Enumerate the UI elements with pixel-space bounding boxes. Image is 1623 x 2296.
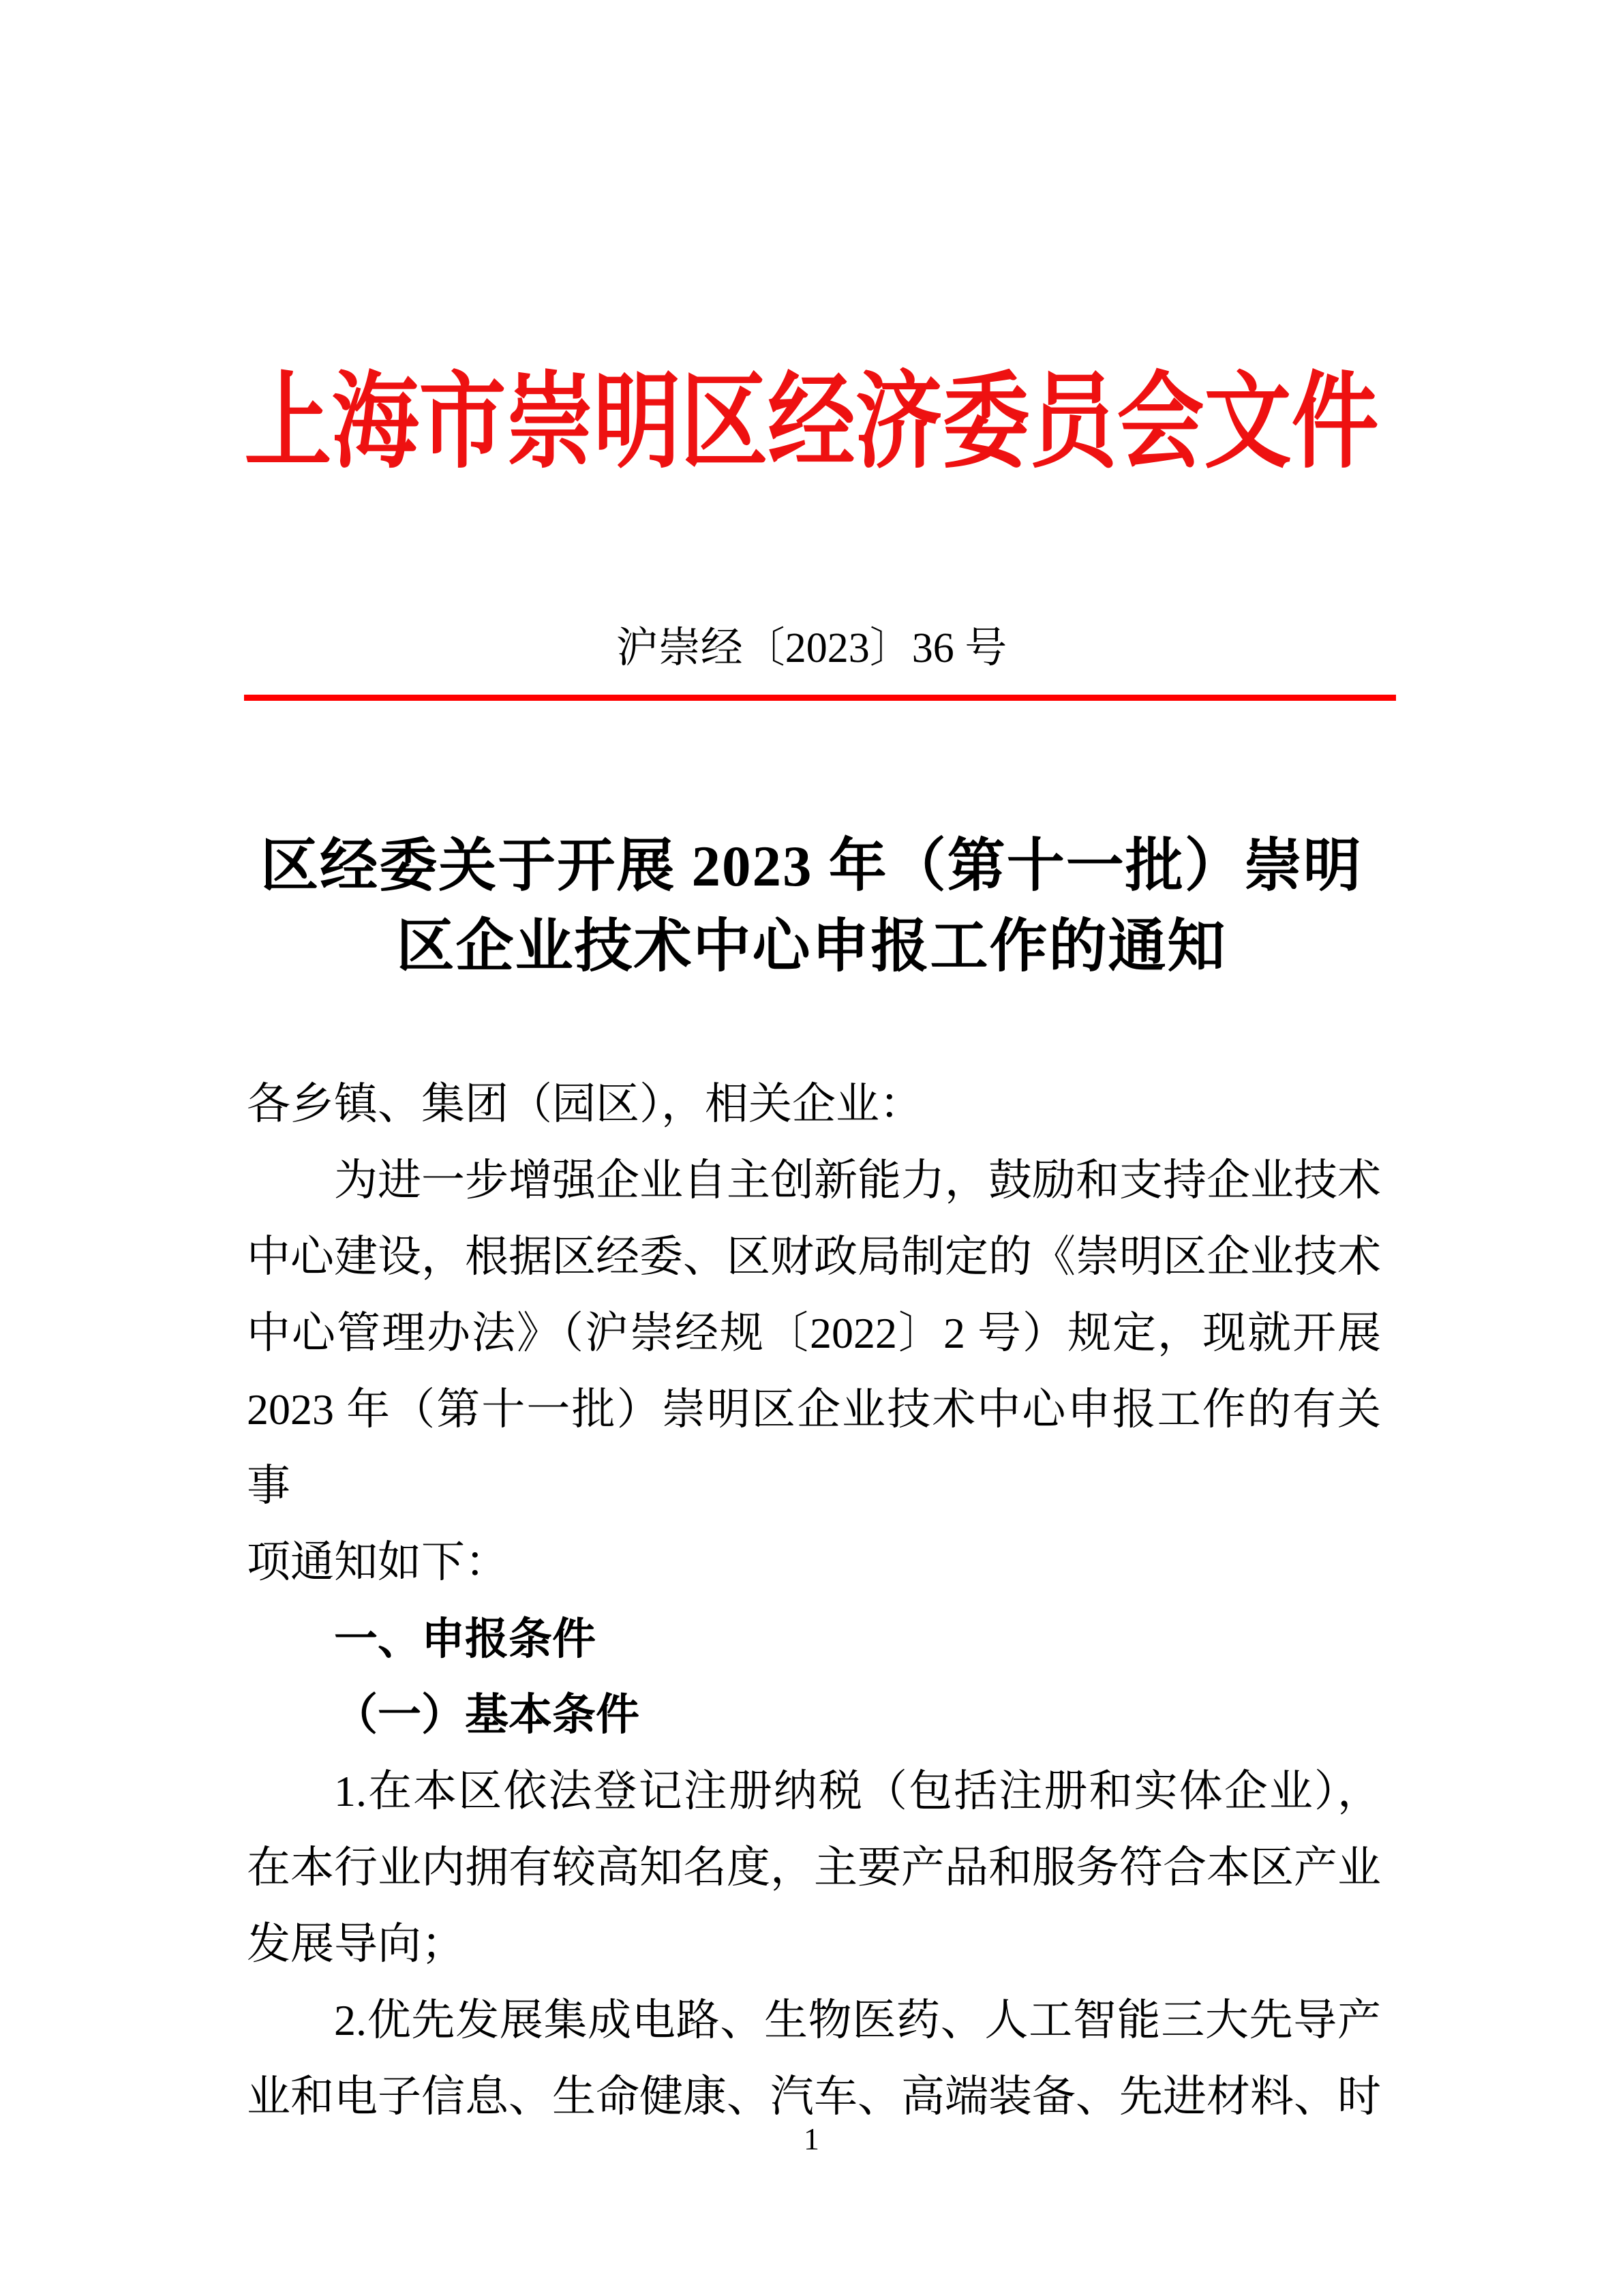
body-line: 项通知如下：	[247, 1538, 509, 1586]
body-line: 1.在本区依法登记注册纳税（包括注册和实体企业），	[334, 1767, 1381, 1815]
red-divider-line	[244, 695, 1396, 701]
document-body	[247, 1066, 1381, 2135]
document-title	[0, 826, 1623, 987]
body-line: 2023 年（第十一批）崇明区企业技术中心申报工作的有关事	[247, 1385, 1381, 1510]
subsection-heading: （一）基本条件	[334, 1691, 639, 1739]
salutation-line: 各乡镇、集团（园区），相关企业：	[247, 1080, 923, 1128]
red-header-title	[0, 364, 1623, 481]
body-line: 在本行业内拥有较高知名度，主要产品和服务符合本区产业	[247, 1843, 1381, 1892]
section-heading: 一、申报条件	[334, 1614, 596, 1663]
document-number: 沪崇经〔2023〕36 号	[616, 625, 1007, 671]
body-line: 中心建设，根据区经委、区财政局制定的《崇明区企业技术	[247, 1233, 1381, 1281]
body-line: 2.优先发展集成电路、生物医药、人工智能三大先导产	[334, 1996, 1381, 2044]
body-line: 发展导向；	[247, 1920, 465, 1968]
document-title-line2: 区企业技术中心申报工作的通知	[396, 915, 1227, 979]
page-number: 1	[804, 2121, 819, 2156]
body-line: 为进一步增强企业自主创新能力，鼓励和支持企业技术	[334, 1156, 1381, 1205]
red-header-title-text: 上海市崇明区经济委员会文件	[244, 364, 1379, 481]
document-title-line1: 区经委关于开展 2023 年（第十一批）崇明	[260, 834, 1363, 898]
body-line: 业和电子信息、生命健康、汽车、高端装备、先进材料、时	[247, 2072, 1381, 2121]
body-line: 中心管理办法》（沪崇经规〔2022〕2 号）规定，现就开展	[247, 1309, 1381, 1357]
